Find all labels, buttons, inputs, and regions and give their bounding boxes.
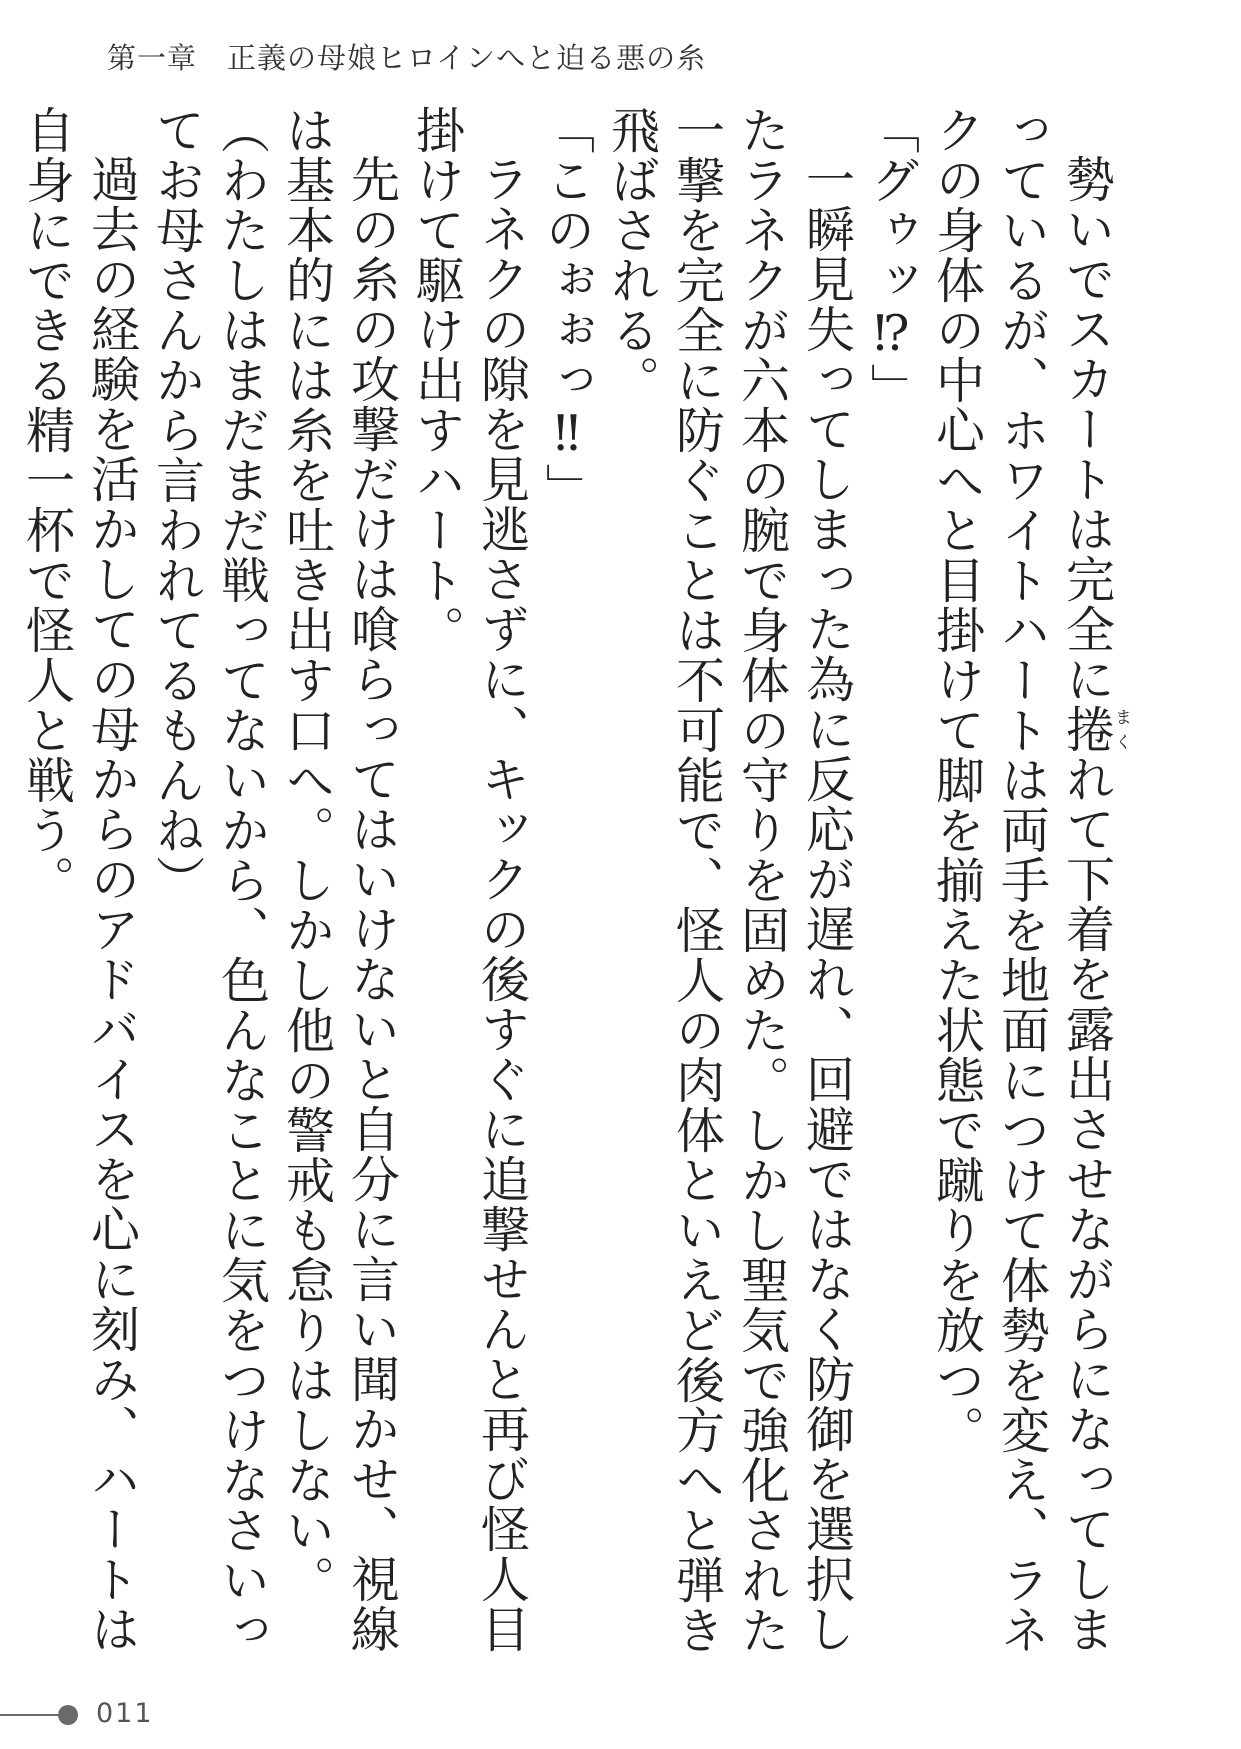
paragraph [925, 105, 1131, 1660]
paragraph: 一瞬見失ってしまった為に反応が遅れ、回避ではなく防御を選択したラネクが六本の腕で身体の守りを固めた。しかし聖気で強化された一撃を完全に防ぐことは不可能で、怪人の肉体といえど後方へと弾き飛ばされる。 [603, 105, 856, 1655]
dialogue-line: 「グゥッ⁉」 [863, 105, 921, 413]
paragraph-text: れて下着を露出させながらになってしまっているが、ホワイトハートは両手を地面につけて体勢を変え、ラネクの身体の中心へと目掛けて脚を揃えた状態で蹴りを放つ。 [928, 105, 1116, 1655]
paragraph: 過去の経験を活かしての母からのアドバイスを心に刻み、ハートは自身にできる精一杯で怪人と戦う。 [18, 105, 141, 1654]
running-head-chapter-title: 第一章 正義の母娘ヒロインへと迫る悪の糸 [107, 41, 707, 75]
furigana-reading: まく [1111, 704, 1131, 754]
inner-monologue: （わたしはまだまだ戦ってないから、色んなことに気をつけなさいってお母さんから言われてるもんね） [148, 105, 271, 1655]
page-number: 011 [96, 1698, 154, 1729]
dialogue-line: 「このぉぉっ‼」 [538, 105, 596, 513]
paragraph: 先の糸の攻撃だけは喰らってはいけないと自分に言い聞かせ、視線は基本的には糸を吐き出す口へ。しかし他の警戒も怠りはしない。 [278, 105, 401, 1654]
page-footer [0, 1700, 200, 1730]
paragraph-text: 勢いでスカートは完全に [1058, 154, 1116, 704]
body-text [18, 105, 1131, 1660]
furigana-ruby: 捲まく [1058, 704, 1131, 754]
footer-dot-icon [58, 1705, 78, 1725]
paragraph: ラネクの隙を見逃さずに、キックの後すぐに追撃せんと再び怪人目掛けて駆け出すハート。 [408, 105, 531, 1654]
